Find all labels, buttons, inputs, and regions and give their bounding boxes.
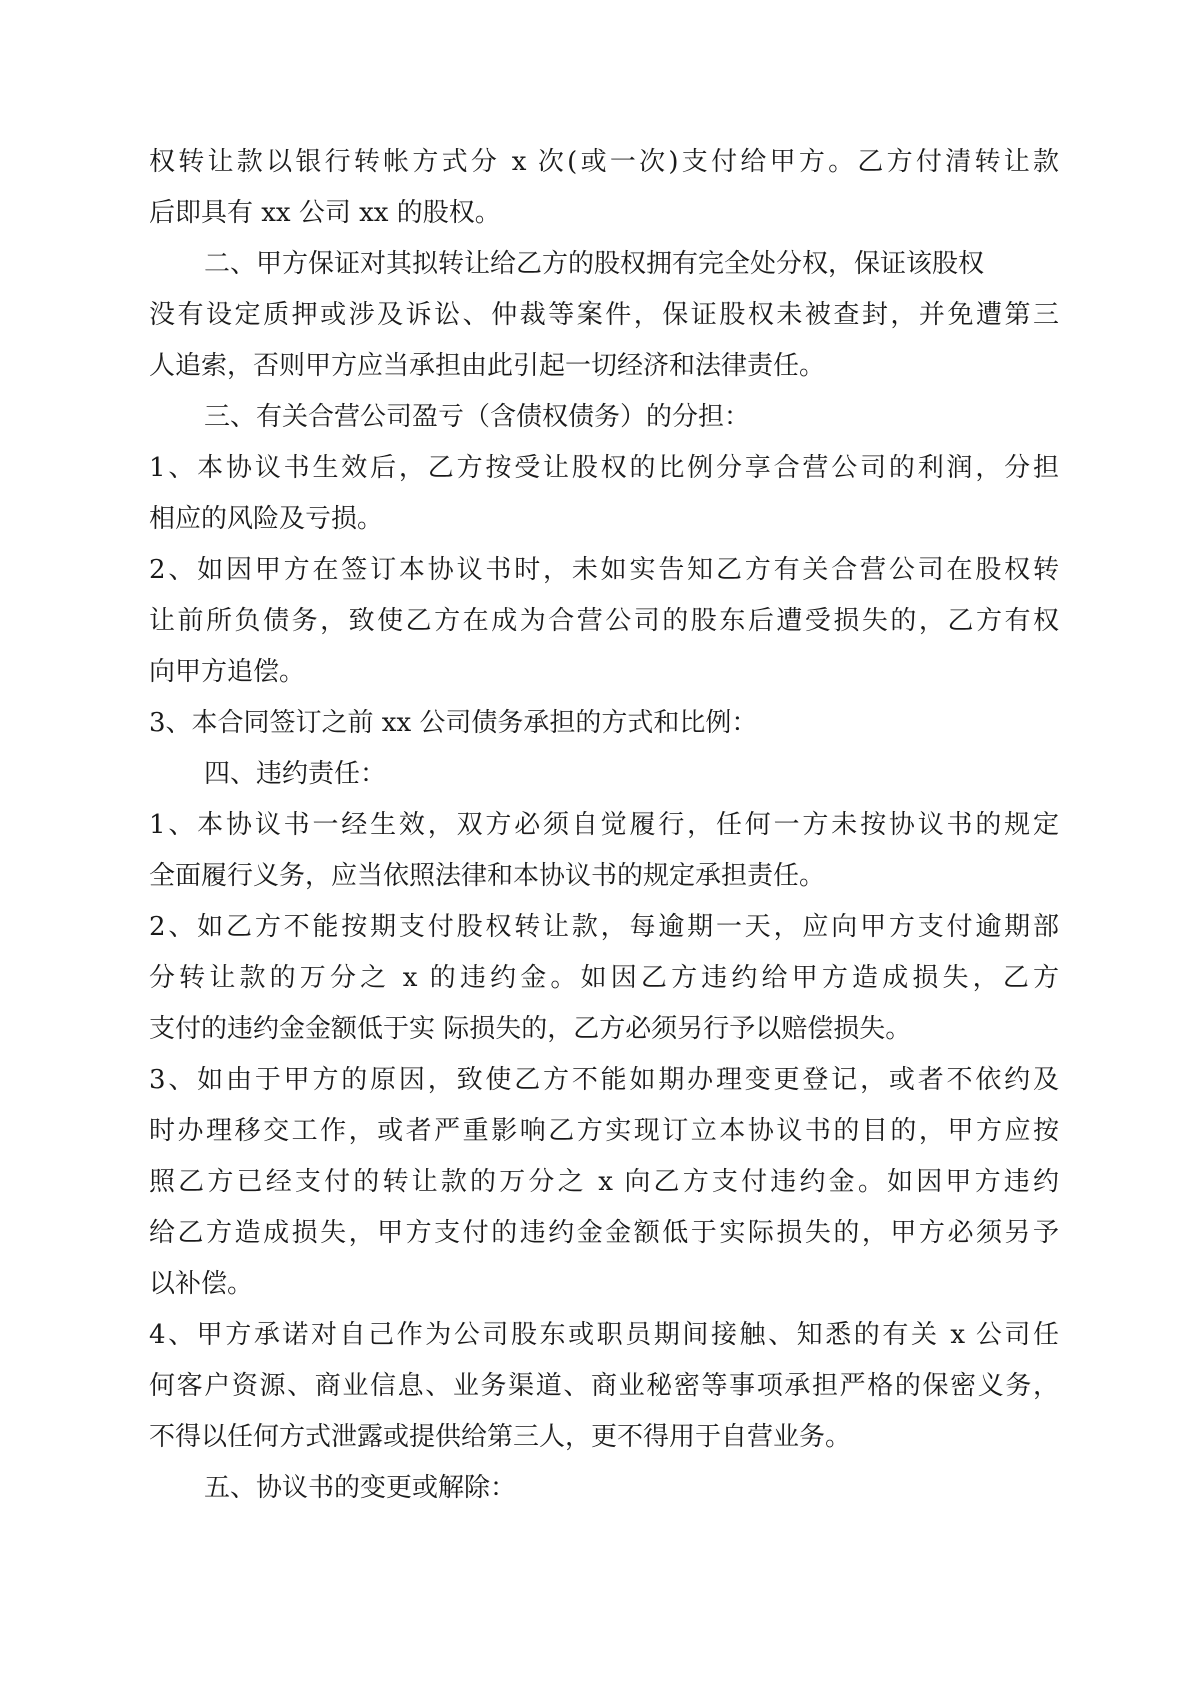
text-line: 3、如由于甲方的原因，致使乙方不能如期办理变更登记，或者不依约及 [149, 1065, 1059, 1095]
text-line: 支付的违约金金额低于实 际损失的，乙方必须另行予以赔偿损失。 [149, 1014, 912, 1044]
text-line: 2、如因甲方在签订本协议书时，未如实告知乙方有关合营公司在股权转 [149, 555, 1059, 585]
text-line: 人追索，否则甲方应当承担由此引起一切经济和法律责任。 [149, 351, 826, 381]
text-line: 不得以任何方式泄露或提供给第三人，更不得用于自营业务。 [149, 1422, 852, 1452]
text-line: 以补偿。 [149, 1269, 254, 1299]
text-line: 1、本协议书一经生效，双方必须自觉履行，任何一方未按协议书的规定 [149, 810, 1059, 840]
section-heading: 三、有关合营公司盈亏（含债权债务）的分担： [204, 402, 751, 432]
text-line: 后即具有 xx 公司 xx 的股权。 [149, 198, 501, 228]
section-heading: 五、协议书的变更或解除： [204, 1473, 517, 1503]
text-line: 4、甲方承诺对自己作为公司股东或职员期间接触、知悉的有关 x 公司任 [149, 1320, 1059, 1350]
text-line: 2、如乙方不能按期支付股权转让款，每逾期一天，应向甲方支付逾期部 [149, 912, 1059, 942]
text-line: 权转让款以银行转帐方式分 x 次(或一次)支付给甲方。乙方付清转让款 [149, 147, 1059, 177]
section-heading: 四、违约责任： [204, 759, 387, 789]
text-line: 给乙方造成损失，甲方支付的违约金金额低于实际损失的，甲方必须另予 [149, 1218, 1059, 1248]
text-line: 相应的风险及亏损。 [149, 504, 384, 534]
text-line: 让前所负债务，致使乙方在成为合营公司的股东后遭受损失的，乙方有权 [149, 606, 1059, 636]
text-line: 分转让款的万分之 x 的违约金。如因乙方违约给甲方造成损失，乙方 [149, 963, 1059, 993]
text-line: 1、本协议书生效后，乙方按受让股权的比例分享合营公司的利润，分担 [149, 453, 1059, 483]
text-line: 3、本合同签订之前 xx 公司债务承担的方式和比例： [149, 708, 758, 738]
text-line: 没有设定质押或涉及诉讼、仲裁等案件，保证股权未被查封，并免遭第三 [149, 300, 1059, 330]
text-line: 照乙方已经支付的转让款的万分之 x 向乙方支付违约金。如因甲方违约 [149, 1167, 1059, 1197]
text-line: 全面履行义务，应当依照法律和本协议书的规定承担责任。 [149, 861, 826, 891]
text-line: 何客户资源、商业信息、业务渠道、商业秘密等事项承担严格的保密义务， [149, 1371, 1059, 1401]
text-line: 时办理移交工作，或者严重影响乙方实现订立本协议书的目的，甲方应按 [149, 1116, 1059, 1146]
paragraph-heading: 二、甲方保证对其拟转让给乙方的股权拥有完全处分权，保证该股权 [204, 249, 985, 279]
text-line: 向甲方追偿。 [149, 657, 306, 687]
